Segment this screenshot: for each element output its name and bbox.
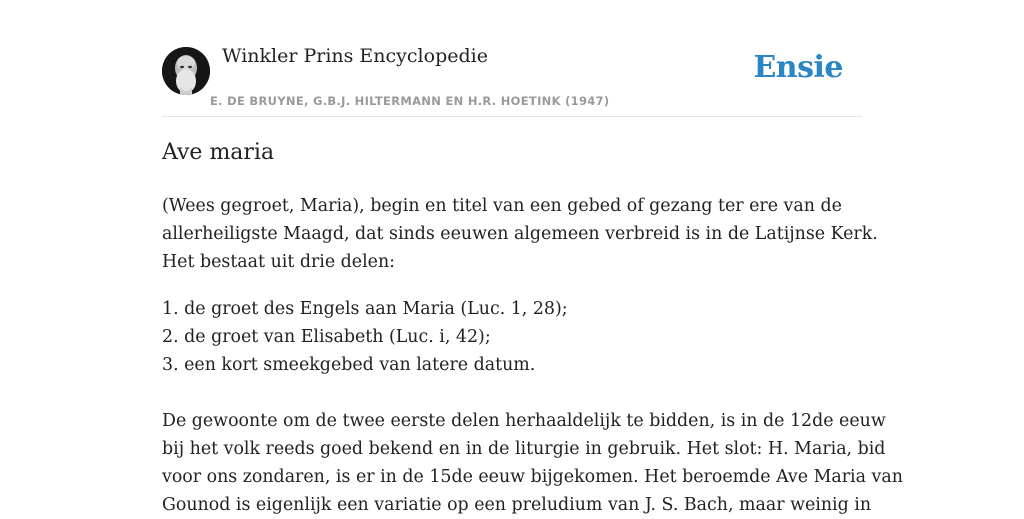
- brand-logo[interactable]: Ensie: [753, 50, 843, 85]
- paragraph-line: De gewoonte om de twee eerste delen herhaaldelijk te bidden, is in de 12de eeuw: [162, 411, 886, 431]
- body-paragraph: [162, 407, 903, 519]
- list-item: 1. de groet des Engels aan Maria (Luc. 1, 28);: [162, 299, 568, 319]
- paragraph-line: bij het volk reeds goed bekend en in de liturgie in gebruik. Het slot: H. Maria, bid: [162, 439, 886, 459]
- article-title: Ave maria: [162, 140, 275, 165]
- page: [162, 0, 903, 515]
- paragraph-line: voor ons zondaren, is er in de 15de eeuw bijgekomen. Het beroemde Ave Maria van: [162, 467, 903, 487]
- site-title[interactable]: Winkler Prins Encyclopedie: [222, 45, 488, 67]
- intro-paragraph: [162, 192, 878, 276]
- list-item: 2. de groet van Elisabeth (Luc. i, 42);: [162, 327, 491, 347]
- intro-line: Het bestaat uit drie delen:: [162, 252, 396, 272]
- author-portrait-icon: [162, 47, 210, 95]
- article-body: [162, 192, 903, 519]
- intro-line: allerheiligste Maagd, dat sinds eeuwen algemeen verbreid is in de Latijnse Kerk.: [162, 224, 878, 244]
- header: [162, 0, 862, 117]
- author-byline: E. DE BRUYNE, G.B.J. HILTERMANN EN H.R. HOETINK (1947): [210, 94, 610, 108]
- paragraph-line: Gounod is eigenlijk een variatie op een preludium van J. S. Bach, maar weinig in: [162, 495, 872, 515]
- intro-line: (Wees gegroet, Maria), begin en titel van een gebed of gezang ter ere van de: [162, 196, 842, 216]
- list-item: 3. een kort smeekgebed van latere datum.: [162, 355, 536, 375]
- numbered-list: [162, 295, 862, 379]
